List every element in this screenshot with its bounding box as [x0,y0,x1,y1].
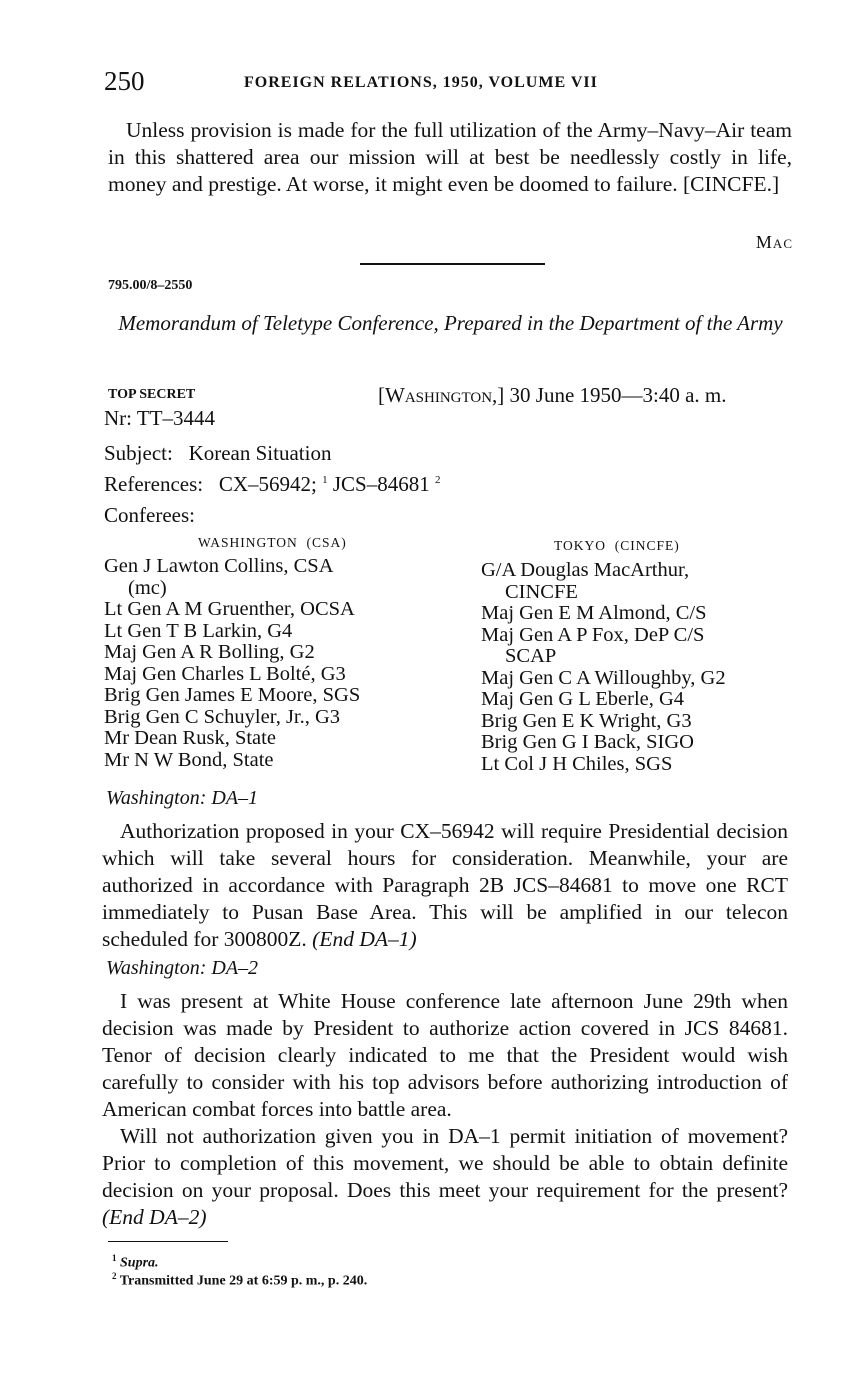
reference-1: CX–56942; [218,472,317,496]
dateline [378,383,727,408]
footnote-2-text: Transmitted June 29 at 6:59 p. m., p. 240. [119,1273,368,1289]
tokyo-heading: TOKYO (CINCFE) [554,538,680,553]
dateline-date: 30 June 1950—3:40 a. m. [509,383,727,407]
list-item: G/A Douglas MacArthur, [481,559,690,581]
footnote-1-text: Supra. [120,1255,159,1271]
list-item: Gen J Lawton Collins, CSA [104,555,334,577]
list-item: (mc) [128,576,167,599]
da2-heading: Washington: DA–2 [106,957,259,979]
signature: Mac [755,232,793,252]
dateline-place: [Washington,] [378,383,505,407]
list-item: Brig Gen E K Wright, G3 [481,709,692,732]
da2-paragraph-1: I was present at White House conference late afternoon June 29th when decision was made by President to authorize action covered in JCS 84681. Tenor of decision clearly indicated to me that the President would wish carefully to consider with his top advisors before authorizing introduction of American combat forces into battle area. [102,989,788,1121]
list-item: SCAP [505,645,557,667]
list-item: Brig Gen G I Back, SIGO [481,731,694,753]
list-item: Lt Col J H Chiles, SGS [481,752,673,775]
list-item: Brig Gen C Schuyler, Jr., G3 [104,705,341,728]
list-item: Maj Gen E M Almond, C/S [481,602,707,624]
list-item: Maj Gen G L Eberle, G4 [481,688,685,710]
list-item: Lt Gen T B Larkin, G4 [104,619,293,642]
reference-2-note: 2 [434,474,441,486]
conferees-label: Conferees: [104,503,195,527]
footnote-1-mark: 1 [112,1253,117,1263]
list-item: Mr N W Bond, State [104,748,274,771]
list-item: Brig Gen James E Moore, SGS [104,684,361,706]
message-number: Nr: TT–3444 [104,406,216,430]
opening-paragraph: Unless provision is made for the full utilization of the Army–Navy–Air team in this shattered area our mission will at best be needlessly costly in life, money and prestige. At worse, it might even be doomed to failure. [CINCFE.] [108,118,792,196]
page-number: 250 [104,66,145,96]
section-divider [360,263,545,265]
list-item: Mr Dean Rusk, State [104,727,276,749]
da1-text: Authorization proposed in your CX–56942 will require Presidential decision which will take several hours for consideration. Meanwhile, your are authorized in accordance with Paragraph 2B JCS–84681 to move one RCT immediately to Pusan Base Area. This will be amplified in our telecon scheduled for 300800Z. [102,819,788,951]
reference-1-note: 1 [322,474,328,486]
washington-conferees [104,556,360,771]
classification: TOP SECRET [108,387,196,402]
da1-paragraph [102,818,788,953]
da2-paragraph-2 [102,1123,788,1231]
list-item: CINCFE [505,580,578,603]
file-number: 795.00/8–2550 [108,278,193,293]
footnote-2 [112,1268,367,1290]
tokyo-conferees [481,560,726,775]
running-title: FOREIGN RELATIONS, 1950, VOLUME VII [244,74,598,91]
list-item: Maj Gen C A Willoughby, G2 [481,666,726,689]
da1-end: (End DA–1) [312,927,417,951]
footnote-divider [108,1241,228,1242]
reference-2: JCS–84681 [332,472,430,496]
da2-end: (End DA–2) [102,1205,207,1229]
footnote-2-mark: 2 [112,1271,117,1281]
document-title: Memorandum of Teletype Conference, Prepared in the Department of the Army [118,311,783,335]
da1-heading: Washington: DA–1 [106,787,259,809]
washington-heading: WASHINGTON (CSA) [198,535,347,550]
list-item: Lt Gen A M Gruenther, OCSA [104,598,355,620]
da2-text: Will not authorization given you in DA–1 permit initiation of movement? Prior to completion of this movement, we should be able to obtain definite decision on your proposal. Does this meet your requirement for the present? [102,1124,788,1202]
references-label: References: [104,472,204,496]
list-item: Maj Gen A P Fox, DeP C/S [481,623,705,646]
references [104,472,440,497]
subject: Subject: Korean Situation [104,441,332,465]
list-item: Maj Gen Charles L Bolté, G3 [104,662,346,685]
list-item: Maj Gen A R Bolling, G2 [104,641,315,663]
